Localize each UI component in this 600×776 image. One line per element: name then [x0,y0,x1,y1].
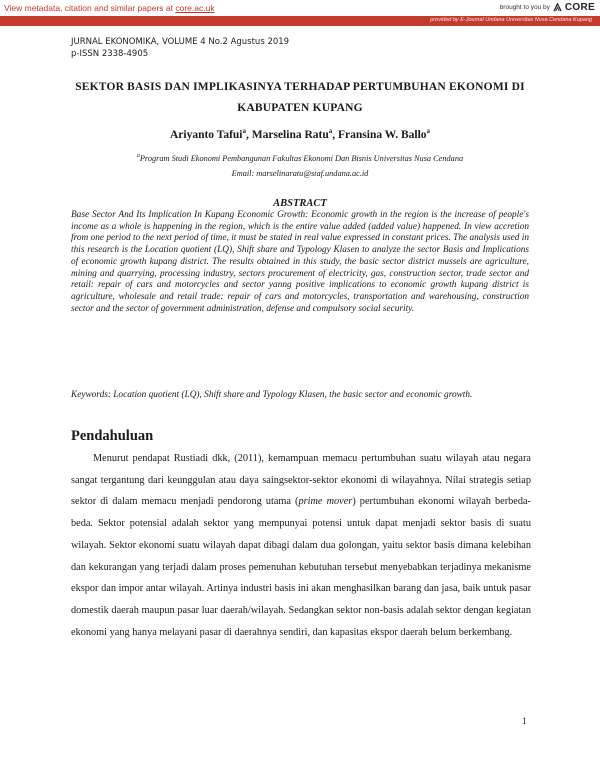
body-text-italic: prime mover [298,496,353,508]
brought-by-text: brought to you by [499,4,550,11]
abstract-body: Base Sector And Its Implication In Kupang Economic Growth: Economic growth in the region is the increase of people's income as a whole is happening in the region, which is the entire value added (added value) happened. In view accretion from one period to the next period of time, it must be stated in real value expressed in constant prices. The analysis used in this research is the Location quotient (LQ), Shift share and Typology Klasen to analyze the sector Basis and Implications of economic growth kupang district. The results obtained in this study, the basic sector district mussels are agriculture, mining and quarrying, processing industry, sectors procurement of electricity, gas, construction sector, trade sector and retail: repair of cars and motorcycles and sector yanng positive implications to economic growth kupang district is agriculture, wholesale and retail trade: repair of cars and motorcycles, transportation and warehousing, construction sector and the sector of government administration, defense and compulsory social security. [71,210,529,314]
author-name: Fransina W. Ballo [338,128,427,141]
author-list: Ariyanto Tafui$^a$, Marselina Ratu$^a$, Fransina W. Ballo$^a$ [169,127,431,141]
author-affiliation-mark: a [328,127,333,135]
section-body [71,448,531,643]
keywords-label: Keywords: [71,390,114,400]
affiliation [60,153,540,163]
keywords-text: Location quotient (LQ), Shift share and Typology Klasen, the basic sector and economic growth. [113,390,473,400]
core-logo-icon [553,3,562,12]
affiliation-mark: a [136,153,140,159]
core-logo-text[interactable]: CORE [564,2,595,13]
author-affiliation-mark: a [426,127,431,135]
provider-text: provided by E-Journal Undana Universitas Nusa Cendana Kupang [430,17,592,23]
paper-title [60,77,540,119]
section-heading: Pendahuluan [71,428,154,444]
body-text-part: Menurut pendapat Rustiadi dkk, (2011), kemampuan memacu pertumbuhan suatu wilayah atau negara sangat tergantung dari keunggulan atau daya saingsektor-sektor ekonomi di wilayahnya. Nilai strategis setiap sektor di dalam memacu menjadi pendorong utama ( [71,453,531,508]
abstract-heading: ABSTRACT [273,198,327,209]
keywords [71,389,529,402]
author-name: Marselina Ratu [251,128,329,141]
view-metadata-notice [4,3,215,13]
author-name: Ariyanto Tafui [169,128,243,141]
provider-bar [0,16,600,26]
contact-email: Email: marselinaratu@staf.undana.ac.id [231,169,369,178]
paper-title-line-1: SEKTOR BASIS DAN IMPLIKASINYA TERHADAP PERTUMBUHAN EKONOMI DI [75,81,525,93]
author-affiliation-mark: a [242,127,247,135]
paper-title-line-2: KABUPATEN KUPANG [237,102,363,114]
journal-header [71,36,289,60]
core-top-bar [0,0,600,16]
journal-volume: JURNAL EKONOMIKA, VOLUME 4 No.2 Agustus 2019 [71,37,290,47]
core-link[interactable]: core.ac.uk [175,3,215,13]
brought-to-you-by [500,2,595,13]
view-metadata-text: View metadata, citation and similar papers at [4,3,176,13]
body-text-part: ) pertumbuhan ekonomi wilayah berbeda-beda. Sektor potensial adalah sektor yang mempunyai potensi untuk dapat menjadi sektor basis di suatu wilayah. Sektor ekonomi suatu wilayah dapat dibagi dalam dua golongan, yaitu sektor basis dimana kelebihan dan kekurangan yang terjadi dalam proses pemenuhan kebutuhan tersebut menyebabkan terjadinya mekanisme ekspor dan impor antar wilayah. Artinya industri basis ini akan menghasilkan barang dan jasa, baik untuk pasar domestik daerah maupun pasar luar daerah/wilayah. Sedangkan sektor non-basis adalah sektor dengan kegiatan ekonomi yang hanya melayani pasar di daerahnya sendiri, dan kapasitas ekspor daerah belum berkembang. [71,496,531,638]
page-number: 1 [522,717,527,727]
affiliation-text: Program Studi Ekonomi Pembangunan Fakultas Ekonomi Dan Bisnis Universitas Nusa Cendana [139,153,464,163]
journal-issn: p-ISSN 2338-4905 [71,49,149,59]
